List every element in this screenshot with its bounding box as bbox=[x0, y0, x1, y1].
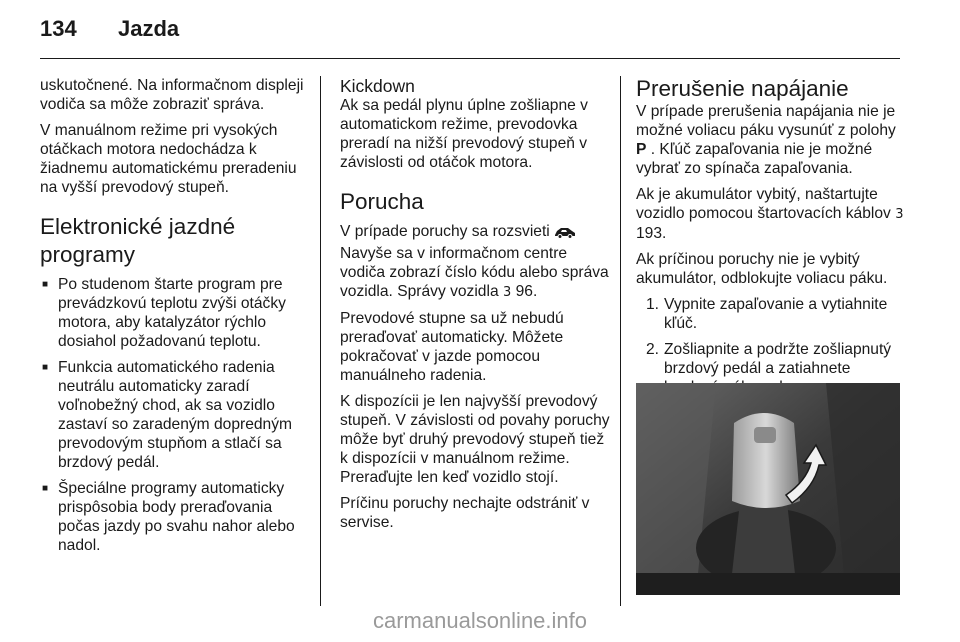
header-rule bbox=[40, 58, 900, 59]
paragraph: Prevodové stupne sa už nebudú preraďovať automaticky. Môžete pokračovať v jazde pomocou manuálneho radenia. bbox=[340, 310, 564, 384]
column-3 bbox=[636, 76, 904, 404]
bullet-list bbox=[40, 275, 308, 555]
text-span: V prípade poruchy sa rozsvieti bbox=[340, 223, 550, 240]
page-reference-icon: 3 bbox=[502, 285, 512, 300]
gear-position-p: P bbox=[636, 141, 647, 158]
list-item: ■ Špeciálne programy automaticky prispôsobia body preraďovania počas jazdy po svahu nahor alebo nadol. bbox=[40, 479, 308, 555]
page-header bbox=[40, 16, 179, 46]
text-span: . Kľúč zapaľovania nie je možné vybrať zo spínača zapaľovania. bbox=[636, 141, 873, 177]
paragraph: V manuálnom režime pri vysokých otáčkach motora nedochádza k žiadnemu automatickému preradeniu na vyšší prevodový stupeň. bbox=[40, 122, 297, 196]
section-heading-kickdown: Kickdown bbox=[340, 76, 415, 96]
paragraph bbox=[636, 102, 904, 178]
text-span: Navyše sa v informačnom centre vodiča zobrazí číslo kódu alebo správa vozidla. Správy vozidla bbox=[340, 245, 609, 300]
paragraph bbox=[636, 185, 904, 243]
text-span: Ak je akumulátor vybitý, naštartujte vozidlo pomocou štartovacích káblov bbox=[636, 186, 891, 222]
paragraph: uskutočnené. Na informačnom displeji vodiča sa môže zobraziť správa. bbox=[40, 77, 304, 113]
list-item: 2. Zošliapnite a podržte zošliapnutý brzdový pedál a zatiahnete bbox=[646, 341, 892, 377]
section-heading-power-interruption: Prerušenie napájanie bbox=[636, 76, 849, 101]
page-link[interactable]: 193. bbox=[636, 225, 667, 242]
list-item: 1. Vypnite zapaľovanie a vytiahnite kľúč. bbox=[646, 296, 888, 332]
numbered-list bbox=[636, 295, 904, 397]
column-divider-2 bbox=[620, 76, 621, 606]
paragraph: Ak príčinou poruchy nie je vybitý akumulátor, odblokujte voliacu páku. bbox=[636, 251, 888, 287]
watermark: carmanualsonline.info bbox=[372, 608, 588, 633]
column-divider-1 bbox=[320, 76, 321, 606]
section-heading-fault: Porucha bbox=[340, 189, 424, 214]
section-heading-electronic-programs: Elektronické jazdné programy bbox=[40, 214, 236, 267]
column-2 bbox=[340, 76, 610, 539]
paragraph: Príčinu poruchy nechajte odstrániť v servise. bbox=[340, 495, 590, 531]
page-reference-icon: 3 bbox=[895, 207, 904, 222]
paragraph: Ak sa pedál plynu úplne zošliapne v automatickom režime, prevodovka preradí na nižší prevodový stupeň v závislosti od otáčok motora. bbox=[340, 97, 588, 171]
page-link[interactable]: 96. bbox=[515, 283, 538, 300]
paragraph: K dispozícii je len najvyšší prevodový stupeň. V závislosti od povahy poruchy môže byť druhý prevodový stupeň tiež k dispozícii v manuálnom režime. Preraďujte len keď vozidlo stojí. bbox=[340, 393, 610, 486]
text-span: V prípade prerušenia napájania nie je možné voliacu páku vysunúť z polohy bbox=[636, 103, 896, 139]
page-title: Jazda bbox=[118, 16, 180, 41]
gear-lever-photo bbox=[636, 383, 900, 595]
page-number: 134 bbox=[40, 16, 77, 41]
paragraph bbox=[340, 222, 610, 302]
column-1 bbox=[40, 76, 308, 562]
list-item: ■ Po studenom štarte program pre prevádzkovú teplotu zvýši otáčky motora, aby katalyzátor rýchlo dosiahol požadovanú teplotu. bbox=[40, 275, 308, 351]
car-warning-icon bbox=[554, 225, 576, 244]
list-item: ■ Funkcia automatického radenia neutrálu automaticky zaradí voľnobežný chod, ak sa vozidlo zastaví so zaradeným dopredným prevodovým stupňom a stlačí sa brzdový pedál. bbox=[40, 358, 308, 472]
